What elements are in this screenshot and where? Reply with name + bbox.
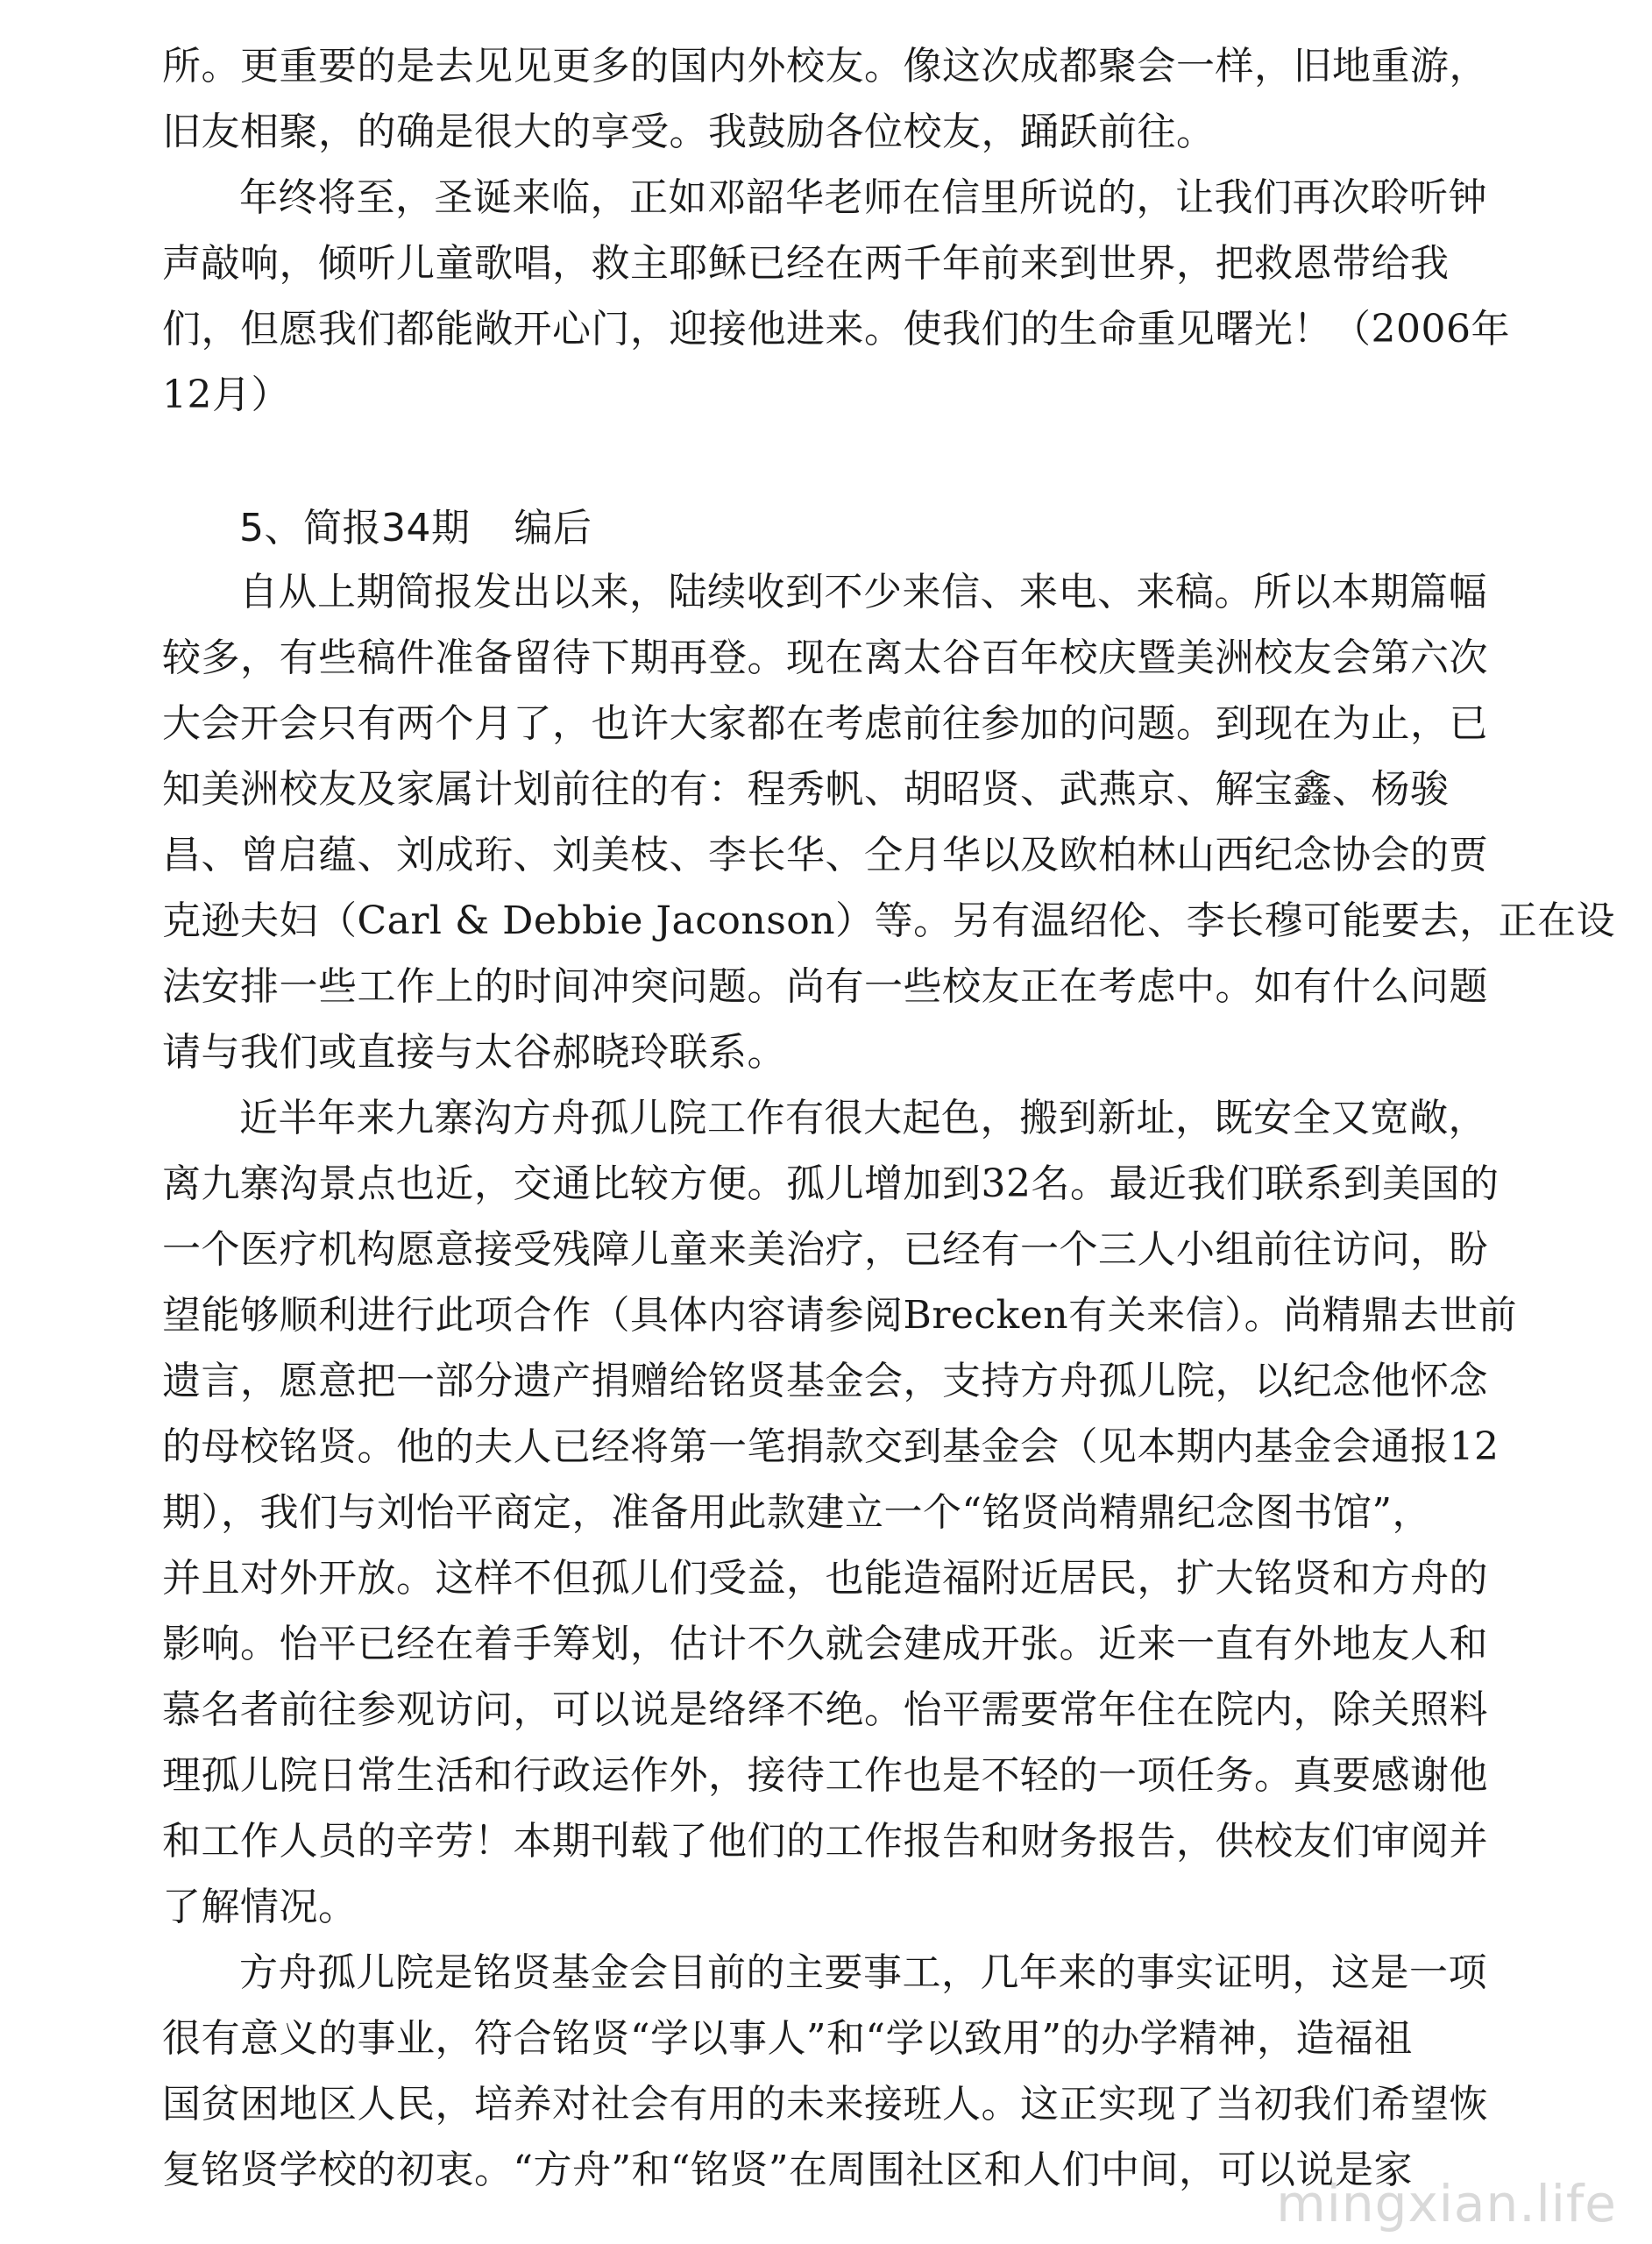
text-line: 声敲响，倾听儿童歌唱，救主耶稣已经在两千年前来到世界，把救恩带给我: [162, 241, 1450, 286]
text-line: 所。更重要的是去见见更多的国内外校友。像这次成都聚会一样，旧地重游，: [162, 44, 1488, 89]
text-line: 并且对外开放。这样不但孤儿们受益，也能造福附近居民，扩大铭贤和方舟的: [162, 1556, 1488, 1601]
text-line: 影响。怡平已经在着手筹划，估计不久就会建成开张。近来一直有外地友人和: [162, 1622, 1488, 1666]
section-number: 5、简报34期: [239, 506, 471, 550]
section-title: 编后: [514, 506, 592, 550]
text-line: 了解情况。: [162, 1885, 358, 1929]
text-line: 很有意义的事业，符合铭贤“学以事人”和“学以致用”的办学精神，造福祖: [162, 2016, 1413, 2061]
text-line: 方舟孤儿院是铭贤基金会目前的主要事工，几年来的事实证明，这是一项: [239, 1950, 1487, 1995]
text-line: 12月）: [162, 373, 290, 417]
text-line: 离九寨沟景点也近，交通比较方便。孤儿增加到32名。最近我们联系到美国的: [162, 1161, 1500, 1206]
paragraph-3: [162, 559, 1616, 1085]
text-line: 遗言，愿意把一部分遗产捐赠给铭贤基金会，支持方舟孤儿院，以纪念他怀念: [162, 1359, 1488, 1403]
text-line: 复铭贤学校的初衷。“方舟”和“铭贤”在周围社区和人们中间，可以说是家: [162, 2148, 1413, 2192]
text-line: 旧友相聚，的确是很大的享受。我鼓励各位校友，踊跃前往。: [162, 110, 1216, 154]
paragraph-5: [162, 1940, 1488, 2203]
text-line: 法安排一些工作上的时间冲突问题。尚有一些校友正在考虑中。如有什么问题: [162, 964, 1488, 1009]
text-line: 请与我们或直接与太谷郝晓玲联系。: [162, 1030, 786, 1075]
text-line: 理孤儿院日常生活和行政运作外，接待工作也是不轻的一项任务。真要感谢他: [162, 1753, 1488, 1798]
section-heading: [239, 495, 592, 561]
text-line: 知美洲校友及家属计划前往的有：程秀帆、胡昭贤、武燕京、解宝鑫、杨骏: [162, 767, 1450, 812]
text-line: 自从上期简报发出以来，陆续收到不少来信、来电、来稿。所以本期篇幅: [239, 570, 1487, 614]
text-line: 们，但愿我们都能敞开心门，迎接他进来。使我们的生命重见曙光！（2006年: [162, 307, 1510, 352]
text-line: 国贫困地区人民，培养对社会有用的未来接班人。这正实现了当初我们希望恢: [162, 2082, 1488, 2127]
watermark: mingxian.life: [1276, 2174, 1617, 2233]
paragraph-4: [162, 1085, 1518, 1940]
text-line: 慕名者前往参观访问，可以说是络绎不绝。怡平需要常年住在院内，除关照料: [162, 1687, 1488, 1732]
text-line: 大会开会只有两个月了，也许大家都在考虑前往参加的问题。到现在为止，已: [162, 701, 1488, 746]
text-line: 近半年来九寨沟方舟孤儿院工作有很大起色，搬到新址，既安全又宽敞，: [239, 1096, 1487, 1140]
text-line: 的母校铭贤。他的夫人已经将第一笔捐款交到基金会（见本期内基金会通报12: [162, 1424, 1500, 1469]
text-line: 较多，有些稿件准备留待下期再登。现在离太谷百年校庆暨美洲校友会第六次: [162, 636, 1488, 680]
text-line: 一个医疗机构愿意接受残障儿童来美治疗，已经有一个三人小组前往访问，盼: [162, 1227, 1488, 1272]
paragraph-1: [162, 33, 1488, 165]
text-line: 昌、曾启蕴、刘成珩、刘美枝、李长华、仝月华以及欧柏林山西纪念协会的贾: [162, 833, 1488, 877]
text-line: 望能够顺利进行此项合作（具体内容请参阅Brecken有关来信）。尚精鼎去世前: [162, 1293, 1518, 1338]
text-line: 年终将至，圣诞来临，正如邓韶华老师在信里所说的，让我们再次聆听钟: [239, 175, 1487, 220]
text-line: 和工作人员的辛劳！本期刊载了他们的工作报告和财务报告，供校友们审阅并: [162, 1819, 1488, 1864]
text-line: 期），我们与刘怡平商定，准备用此款建立一个“铭贤尚精鼎纪念图书馆”，: [162, 1490, 1431, 1535]
paragraph-2: [162, 165, 1510, 428]
text-line: 克逊夫妇（Carl & Debbie Jaconson）等。另有温绍伦、李长穆可能要去，正在设: [162, 898, 1616, 943]
